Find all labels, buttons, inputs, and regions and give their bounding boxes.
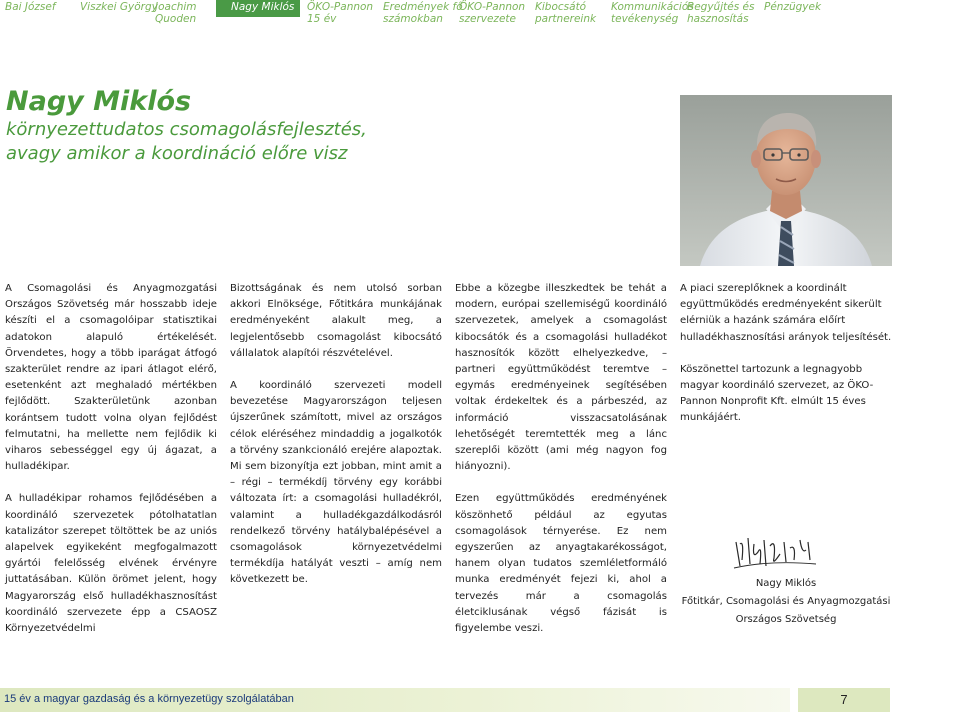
article-subtitle-line1: környezettudatos csomagolásfejlesztés, — [6, 119, 367, 140]
paragraph: Köszönettel tartozunk a legnagyobb magyar koordináló szervezet, az ÖKO-Pannon Nonprofit Kft. elmúlt 15 éves munkájáért. — [680, 363, 874, 424]
nav-item-label: Joachim — [155, 1, 197, 13]
nav-item-label: Viszkei György — [80, 1, 158, 13]
author-portrait — [680, 95, 892, 266]
nav-item-label-2: számokban — [383, 13, 443, 25]
nav-item-oko-pannon-szervezete[interactable] — [459, 1, 525, 25]
paragraph: A hulladékipar rohamos fejlődésében a koordináló szervezetek pótolhatatlan katalizátor szerepet töltöttek be az uniós alapelvek egyikeként megfogalmazott gyártói felelősség elvének érvényre juttatásában. Külön örömet jelent, hogy Magyarország első hulladékhasznosítást koordináló szervezete épp a CSAOSZ Környezetvédelmi — [5, 493, 217, 635]
paragraph: A Csomagolási és Anyagmozgatási Országos Szövetség már hosszabb ideje készíti el a csomagolóipar statisztikai adatokon alapuló értékelését. Örvendetes, hogy a több iparágat átfogó szakterület rendre az ipari átlagot elérő, esetenként azt meghaladó mértékben fejlődött. Szakterületünk azonban korántsem tudott volna olyan fejlődést felmutatni, ha mellette nem fejlődik ki viharos sebességgel egy új ágazat, a hulladékipar. — [5, 283, 217, 473]
portrait-image — [680, 95, 892, 266]
paragraph: Ebbe a közegbe illeszkedtek be tehát a modern, európai szellemiségű koordináló szervezetek, amelyek a csomagolást kibocsátók és a csomagolási hulladékot hasznosítók között elhelyezkedve, – partneri együttműködést teremtve – egymás eredményeinek segítésében voltak érdekeltek és a párbeszéd, az információ visszacsatolásának lehetőségét teremtették meg a lánc szereplői között (ami még nagyon fog hiányozni). — [455, 283, 667, 473]
nav-item-joachim-quoden[interactable] — [155, 1, 197, 25]
nav-item-label: Begyűjtés és — [687, 1, 755, 13]
nav-item-oko-pannon-15-ev[interactable] — [307, 1, 373, 25]
paragraph: Bizottságának és nem utolsó sorban akkori Elnöksége, Főtitkára munkájának eredményeként alakult meg, a legjelentősebb csomagolást kibocsátó vállalatok alapítói részvételével. — [230, 283, 442, 359]
top-navigation — [0, 0, 960, 26]
page-number: 7 — [840, 692, 848, 707]
footer-bar — [0, 688, 790, 712]
nav-item-label: Kommunikációs — [611, 1, 694, 13]
article-column-1 — [5, 281, 217, 653]
paragraph: Ezen együttműködés eredményének köszönhető például az egyutas csomagolások térnyerése. Ez nem egyszerűen az anyagtakarékosságot, hanem olyan tudatos szemléletformáló munka eredményét fejezi ki, ahol a tervezés már a csomagolás életciklusának végső fázisát is figyelembe veszi. — [455, 493, 667, 635]
nav-item-label: Bai József — [5, 1, 56, 13]
nav-item-eredmenyek[interactable] — [383, 1, 463, 25]
article-subtitle-line2: avagy amikor a koordináció előre visz — [6, 143, 348, 164]
nav-item-penzugyek[interactable] — [764, 1, 821, 13]
signature-block — [680, 530, 892, 628]
signer-name: Nagy Miklós — [755, 578, 817, 589]
signer-organization: Országos Szövetség — [735, 614, 837, 625]
footer-text: 15 év a magyar gazdaság és a környezetügy szolgálatában — [4, 693, 294, 705]
article-author-name: Nagy Miklós — [6, 86, 192, 117]
nav-item-nagy-miklos[interactable] — [231, 1, 294, 13]
nav-item-label-2: hasznosítás — [687, 13, 749, 25]
nav-item-kibocsato-partnereink[interactable] — [535, 1, 596, 25]
article-column-3 — [455, 281, 667, 653]
page-number-box — [798, 688, 890, 712]
nav-item-label-2: szervezete — [459, 13, 516, 25]
nav-item-label: ÖKO-Pannon — [307, 1, 374, 13]
nav-item-begyujtes-hasznositas[interactable] — [687, 1, 754, 25]
nav-item-label-2: Quoden — [155, 13, 197, 25]
nav-item-label: ÖKO-Pannon — [459, 1, 526, 13]
paragraph: A koordináló szervezeti modell bevezetése Magyarországon teljesen újszerűnek számított, mivel az országos célok eléréséhez mindaddig a jogalkotók a törvény szankcionáló erejére alapoztak. Mi sem bizonyítja ezt jobban, mint amit a – régi – termékdíj törvény egy korábbi változata írt: a csomagolási hulladékról, valamint a hulladékgazdálkodásról rendelkező törvény hatálybalépésével a csomagolások környezetvédelmi termékdíja hatályát veszti – amíg nem következett be. — [230, 380, 442, 586]
nav-item-label: Nagy Miklós — [231, 1, 295, 13]
article-column-4 — [680, 281, 892, 443]
article-title-block — [6, 86, 646, 166]
nav-item-label-2: tevékenység — [611, 13, 679, 25]
nav-item-label: Eredmények fő — [383, 1, 463, 13]
nav-item-label: Pénzügyek — [764, 1, 822, 13]
nav-item-label-2: partnereink — [535, 13, 597, 25]
nav-item-kommunikacios-tevekenyseg[interactable] — [611, 1, 694, 25]
nav-item-label-2: 15 év — [307, 13, 337, 25]
nav-item-bai-jozsef[interactable] — [5, 1, 56, 13]
nav-item-viszkei-gyorgy[interactable] — [80, 1, 158, 13]
paragraph: A piaci szereplőknek a koordinált együttműködés eredményeként sikerült elérniük a hazánk számára előírt hulladékhasznosítási arányok teljesítését. — [680, 283, 892, 343]
article-column-2 — [230, 281, 442, 605]
signer-role: Főtitkár, Csomagolási és Anyagmozgatási — [681, 596, 891, 607]
handwritten-signature — [730, 530, 850, 574]
nav-item-label: Kibocsátó — [535, 1, 587, 13]
page-footer — [0, 688, 960, 712]
